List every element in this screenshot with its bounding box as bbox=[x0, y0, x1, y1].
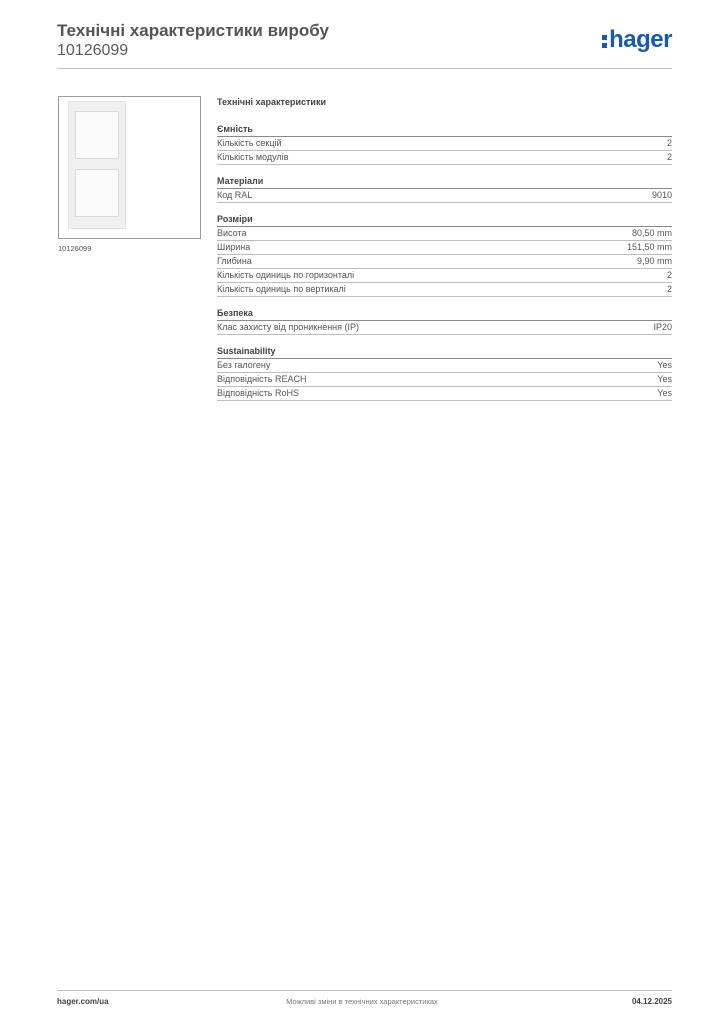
spec-value: IP20 bbox=[653, 322, 672, 332]
spec-group bbox=[217, 175, 672, 203]
spec-label: Відповідність REACH bbox=[217, 374, 307, 384]
spec-label: Код RAL bbox=[217, 190, 253, 200]
frame-opening-top bbox=[75, 111, 119, 159]
spec-group bbox=[217, 345, 672, 401]
spec-label: Без галогену bbox=[217, 360, 271, 370]
specs-title: Технічні характеристики bbox=[217, 97, 326, 107]
spec-value: 2 bbox=[666, 284, 672, 294]
spec-label: Кількість одиниць по вертикалі bbox=[217, 284, 346, 294]
page-title: Технічні характеристики виробу bbox=[57, 21, 329, 40]
page-header bbox=[57, 21, 672, 69]
spec-group-title: Ємність bbox=[217, 123, 672, 137]
spec-row bbox=[217, 241, 672, 255]
product-image bbox=[58, 96, 201, 239]
spec-value: 9,90 mm bbox=[636, 256, 672, 266]
spec-row bbox=[217, 189, 672, 203]
spec-row bbox=[217, 387, 672, 401]
spec-row bbox=[217, 373, 672, 387]
spec-group bbox=[217, 213, 672, 297]
spec-value: 2 bbox=[666, 152, 672, 162]
spec-value: Yes bbox=[657, 360, 672, 370]
spec-value: 2 bbox=[666, 138, 672, 148]
spec-value: Yes bbox=[657, 374, 672, 384]
spec-value: 2 bbox=[666, 270, 672, 280]
spec-label: Кількість модулів bbox=[217, 152, 289, 162]
footer-date: 04.12.2025 bbox=[631, 997, 672, 1006]
article-number: 10126099 bbox=[57, 42, 129, 59]
spec-label: Кількість секцій bbox=[217, 138, 282, 148]
spec-group-title: Розміри bbox=[217, 213, 672, 227]
spec-group-title: Безпека bbox=[217, 307, 672, 321]
spec-value: 9010 bbox=[651, 190, 672, 200]
header-divider bbox=[57, 68, 672, 69]
spec-label: Кількість одиниць по горизонталі bbox=[217, 270, 355, 280]
spec-row bbox=[217, 137, 672, 151]
spec-row bbox=[217, 283, 672, 297]
spec-group-title: Sustainability bbox=[217, 345, 672, 359]
frame-opening-bottom bbox=[75, 169, 119, 217]
logo-text: hager bbox=[609, 26, 672, 53]
spec-label: Глибина bbox=[217, 256, 252, 266]
spec-value: 151,50 mm bbox=[626, 242, 672, 252]
spec-label: Відповідність RoHS bbox=[217, 388, 299, 398]
spec-row bbox=[217, 269, 672, 283]
spec-value: 80,50 mm bbox=[631, 228, 672, 238]
spec-label: Ширина bbox=[217, 242, 251, 252]
hager-logo bbox=[602, 27, 672, 53]
spec-group-title: Матеріали bbox=[217, 175, 672, 189]
product-caption: 10126099 bbox=[58, 244, 92, 253]
spec-row bbox=[217, 255, 672, 269]
website-link[interactable]: hager.com/ua bbox=[57, 997, 109, 1006]
spec-row bbox=[217, 227, 672, 241]
spec-label: Висота bbox=[217, 228, 247, 238]
spec-value: Yes bbox=[657, 388, 672, 398]
spec-row bbox=[217, 151, 672, 165]
spec-row bbox=[217, 359, 672, 373]
footer-divider bbox=[57, 990, 672, 991]
specifications-table bbox=[217, 96, 672, 411]
spec-label: Клас захисту від проникнення (IP) bbox=[217, 322, 360, 332]
logo-dots-icon bbox=[602, 33, 607, 48]
double-frame-icon bbox=[68, 101, 126, 229]
spec-row bbox=[217, 321, 672, 335]
spec-group bbox=[217, 123, 672, 165]
footer-notice: Можливі зміни в технічних характеристиках bbox=[286, 997, 438, 1006]
spec-group bbox=[217, 307, 672, 335]
